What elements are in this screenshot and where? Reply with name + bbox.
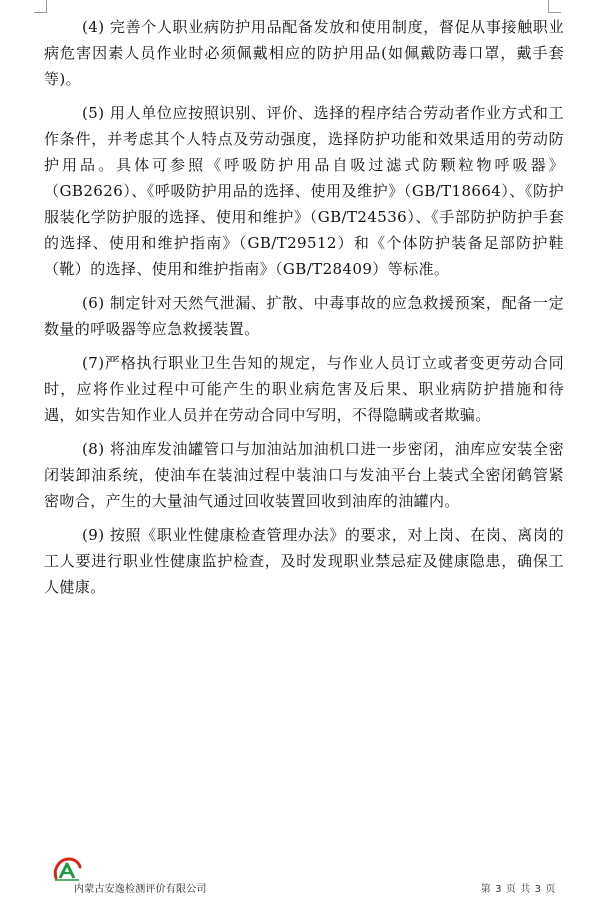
paragraph-7: (7)严格执行职业卫生告知的规定，与作业人员订立或者变更劳动合同时，应将作业过程中可能产生的职业病危害及后果、职业病防护措施和待遇，如实告知作业人员并在劳动合同中写明，不得隐瞒或者欺骗。 bbox=[44, 354, 564, 424]
paragraph-8: (8) 将油库发油罐管口与加油站加油机口进一步密闭，油库应安装全密闭装卸油系统，使油车在装油过程中装油口与发油平台上装式全密闭鹤管紧密吻合，产生的大量油气通过回收装置回收到油库的油罐内。 bbox=[44, 440, 564, 510]
page-corner-mark-right bbox=[548, 0, 561, 13]
page-corner-mark-left bbox=[34, 0, 47, 13]
company-logo-icon bbox=[52, 856, 82, 882]
paragraph-4: (4) 完善个人职业病防护用品配备发放和使用制度，督促从事接触职业病危害因素人员作业时必须佩戴相应的防护用品(如佩戴防毒口罩，戴手套等)。 bbox=[44, 18, 564, 88]
page-number: 第 3 页 共 3 页 bbox=[480, 884, 556, 895]
document-body bbox=[44, 14, 564, 608]
paragraph-6: (6) 制定针对天然气泄漏、扩散、中毒事故的应急救援预案，配备一定数量的呼吸器等应急救援装置。 bbox=[44, 294, 564, 338]
paragraph-9: (9) 按照《职业性健康检查管理办法》的要求，对上岗、在岗、离岗的工人要进行职业性健康监护检查，及时发现职业禁忌症及健康隐患，确保工人健康。 bbox=[44, 526, 564, 596]
paragraph-5: (5) 用人单位应按照识别、评价、选择的程序结合劳动者作业方式和工作条件，并考虑其个人特点及劳动强度，选择防护功能和效果适用的劳动防护用品。具体可参照《呼吸防护用品自吸过滤式防颗粒物呼吸器》（GB2626）、《呼吸防护用品的选择、使用及维护》（GB/T18664）、《防护服装化学防护服的选择、使用和维护》（GB/T24536）、《手部防护防护手套的选择、使用和维护指南》（GB/T29512）和《个体防护装备足部防护鞋（靴）的选择、使用和维护指南》（GB/T28409）等标准。 bbox=[44, 104, 564, 278]
company-name: 内蒙古安逸检测评价有限公司 bbox=[74, 884, 207, 895]
page-footer bbox=[0, 852, 606, 909]
